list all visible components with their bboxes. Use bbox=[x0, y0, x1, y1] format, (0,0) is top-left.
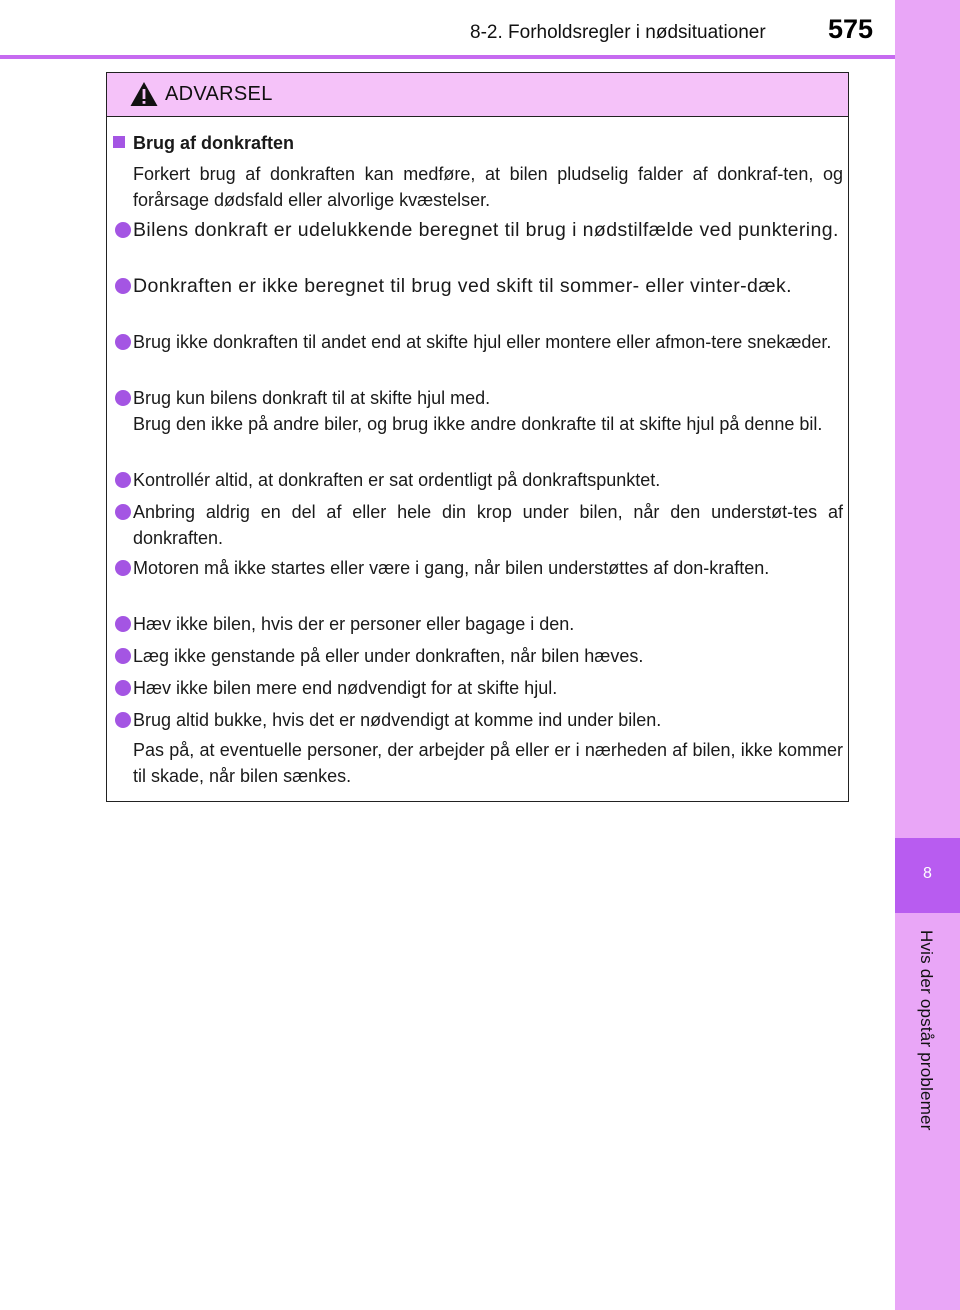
list-item-text: Kontrollér altid, at donkraften er sat ordentligt på donkraftspunktet. bbox=[133, 470, 661, 490]
bullet-icon bbox=[115, 712, 131, 728]
section-heading bbox=[113, 133, 294, 154]
bullet-icon bbox=[115, 278, 131, 294]
list-item-text: Donkraften er ikke beregnet til brug ved skift til sommer- eller vinter-dæk. bbox=[133, 275, 792, 297]
list-item-continuation: Brug den ikke på andre biler, og brug ikke andre donkrafte til at skifte hjul på denne bil. bbox=[133, 414, 823, 434]
list-item bbox=[115, 643, 843, 669]
bullet-icon bbox=[115, 648, 131, 664]
list-item-text: Hæv ikke bilen mere end nødvendigt for at skifte hjul. bbox=[133, 678, 558, 698]
list-item bbox=[115, 611, 843, 637]
section-heading-text: Brug af donkraften bbox=[133, 133, 295, 153]
chapter-title: Hvis der opstår problemer bbox=[917, 930, 936, 1131]
bullet-icon bbox=[115, 616, 131, 632]
list-item bbox=[115, 707, 843, 733]
warning-triangle-icon bbox=[129, 80, 159, 108]
list-item-text: Anbring aldrig en del af eller hele din krop under bilen, når den understøt-tes af donkraften. bbox=[133, 502, 843, 548]
list-item-text: Brug ikke donkraften til andet end at skifte hjul eller montere eller afmon-tere snekæder. bbox=[133, 332, 832, 352]
list-item bbox=[115, 499, 843, 551]
section-title: 8-2. Forholdsregler i nødsituationer bbox=[470, 22, 766, 43]
bullet-icon bbox=[115, 390, 131, 406]
header-rule bbox=[0, 55, 895, 59]
list-item bbox=[115, 555, 843, 581]
list-item bbox=[115, 217, 843, 244]
list-item-text: Læg ikke genstande på eller under donkraften, når bilen hæves. bbox=[133, 646, 644, 666]
list-item-text: Bilens donkraft er udelukkende beregnet til brug i nødstilfælde ved punktering. bbox=[133, 219, 839, 241]
list-item-text: Brug kun bilens donkraft til at skifte hjul med. bbox=[133, 388, 491, 408]
bullet-icon bbox=[115, 680, 131, 696]
bullet-icon bbox=[115, 504, 131, 520]
bullet-icon bbox=[115, 334, 131, 350]
list-item-text: Hæv ikke bilen, hvis der er personer eller bagage i den. bbox=[133, 614, 575, 634]
square-bullet-icon bbox=[113, 136, 125, 148]
page-number: 575 bbox=[828, 14, 874, 44]
list-item bbox=[115, 467, 843, 493]
bullet-icon bbox=[115, 222, 131, 238]
list-item bbox=[115, 329, 843, 355]
list-item bbox=[115, 273, 843, 300]
closing-paragraph: Pas på, at eventuelle personer, der arbejder på eller er i nærheden af bilen, ikke kommer til skade, når bilen sænkes. bbox=[133, 740, 843, 786]
warning-header bbox=[107, 73, 848, 117]
list-item-text: Motoren må ikke startes eller være i gang, når bilen understøttes af don-kraften. bbox=[133, 558, 770, 578]
chapter-number: 8 bbox=[923, 865, 932, 882]
list-item bbox=[115, 675, 843, 701]
warning-box bbox=[106, 72, 849, 802]
bullet-icon bbox=[115, 472, 131, 488]
list-item bbox=[115, 385, 843, 437]
bullet-icon bbox=[115, 560, 131, 576]
list-item-text: Brug altid bukke, hvis det er nødvendigt at komme ind under bilen. bbox=[133, 710, 662, 730]
warning-label: ADVARSEL bbox=[165, 83, 273, 105]
intro-paragraph: Forkert brug af donkraften kan medføre, at bilen pludselig falder af donkraf-ten, og forårsage dødsfald eller alvorlige kvæstelser. bbox=[133, 164, 843, 210]
